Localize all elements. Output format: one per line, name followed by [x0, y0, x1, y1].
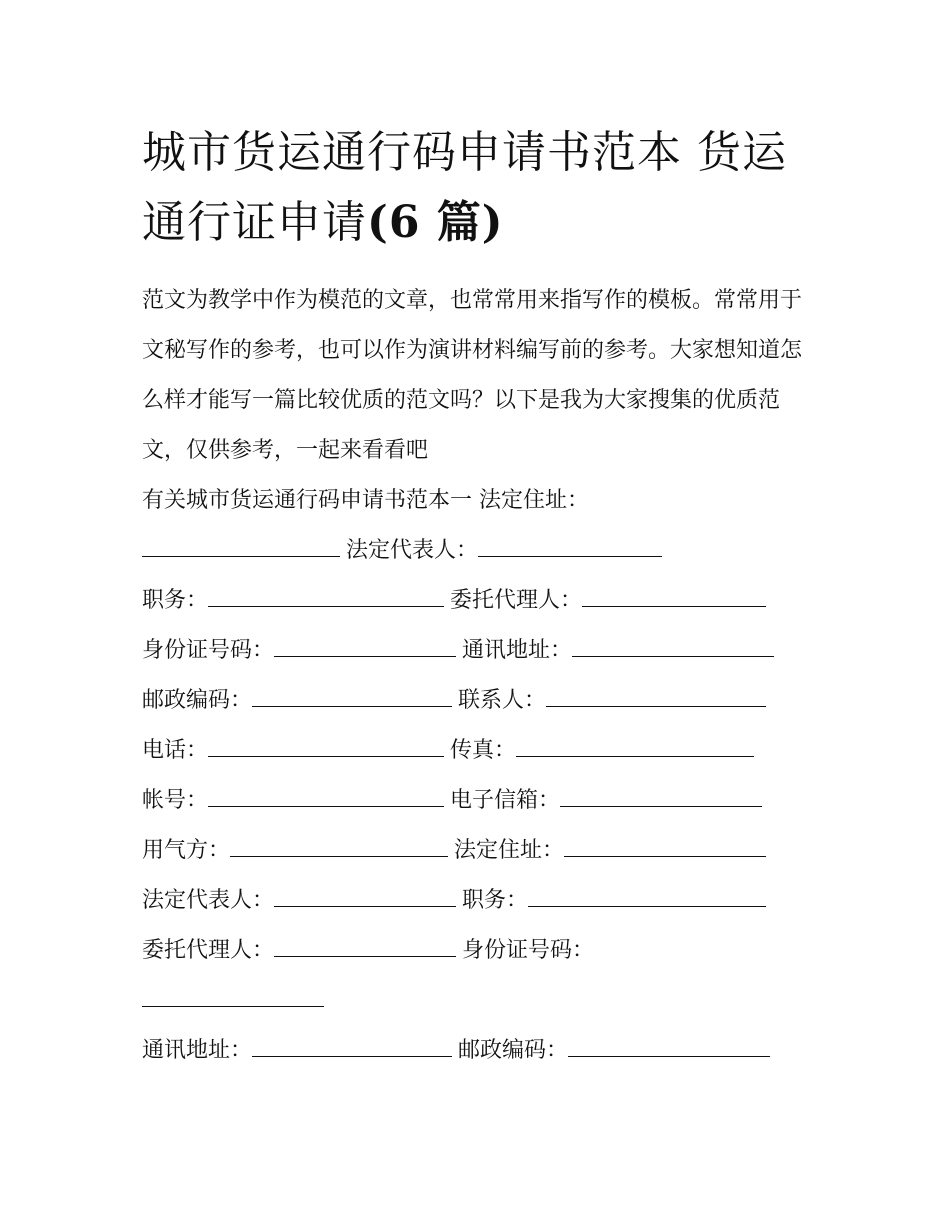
form-line-position [142, 576, 822, 626]
blank-agent [582, 586, 766, 607]
form-line-id-blank [142, 976, 822, 1026]
document-title [142, 118, 822, 258]
label-postcode: 邮政编码： [142, 688, 253, 713]
form-line-id [142, 626, 822, 676]
form-line-legal-rep-2 [142, 876, 822, 926]
blank-address-2 [252, 1036, 452, 1057]
label-legal-rep: 法定代表人： [346, 538, 479, 563]
title-main: 城市货运通行码申请书范本 货运通行证申请 [142, 127, 787, 248]
title-suffix: (6 篇) [367, 197, 504, 248]
blank-gas-user [230, 836, 448, 857]
label-legal-address: 法定住址： [454, 838, 565, 863]
blank-email [560, 786, 762, 807]
label-address-2: 通讯地址： [142, 1038, 253, 1063]
blank-legal-address-2 [564, 836, 766, 857]
blank-id-number-2 [142, 986, 324, 1007]
label-position: 职务： [142, 588, 209, 613]
label-position-2: 职务： [462, 888, 529, 913]
form-line-account [142, 776, 822, 826]
blank-postcode-2 [568, 1036, 770, 1057]
blank-agent-2 [274, 936, 456, 957]
blank-contact [546, 686, 766, 707]
blank-position [208, 586, 444, 607]
form-line-legal-rep [142, 526, 822, 576]
blank-legal-address [142, 536, 340, 557]
label-fax: 传真： [450, 738, 517, 763]
label-postcode-2: 邮政编码： [458, 1038, 569, 1063]
blank-id-number [274, 636, 456, 657]
label-account: 帐号： [142, 788, 209, 813]
document-page [142, 118, 822, 1076]
label-gas-user: 用气方： [142, 838, 231, 863]
label-phone: 电话： [142, 738, 209, 763]
label-address: 通讯地址： [462, 638, 573, 663]
label-agent: 委托代理人： [450, 588, 583, 613]
blank-postcode [252, 686, 452, 707]
blank-account [208, 786, 444, 807]
blank-position-2 [528, 886, 766, 907]
label-agent-2: 委托代理人： [142, 938, 275, 963]
blank-fax [516, 736, 754, 757]
form-line-gas-user [142, 826, 822, 876]
form-line-address-2 [142, 1026, 822, 1076]
label-id-number: 身份证号码： [142, 638, 275, 663]
blank-legal-rep-2 [274, 886, 456, 907]
section-heading: 有关城市货运通行码申请书范本一 法定住址： [142, 488, 589, 513]
blank-address [572, 636, 774, 657]
label-legal-rep-2: 法定代表人： [142, 888, 275, 913]
form-line-agent-2 [142, 926, 822, 976]
label-email: 电子信箱： [450, 788, 561, 813]
label-id-number-2: 身份证号码： [462, 938, 595, 963]
form-line-phone [142, 726, 822, 776]
blank-phone [208, 736, 444, 757]
blank-legal-rep [478, 536, 662, 557]
intro-paragraph: 范文为教学中作为模范的文章，也常常用来指写作的模板。常常用于文秘写作的参考，也可以作为演讲材料编写前的参考。大家想知道怎么样才能写一篇比较优质的范文吗？以下是我为大家搜集的优质范文，仅供参考，一起来看看吧 [142, 288, 803, 463]
form-line-postcode [142, 676, 822, 726]
label-contact: 联系人： [458, 688, 547, 713]
